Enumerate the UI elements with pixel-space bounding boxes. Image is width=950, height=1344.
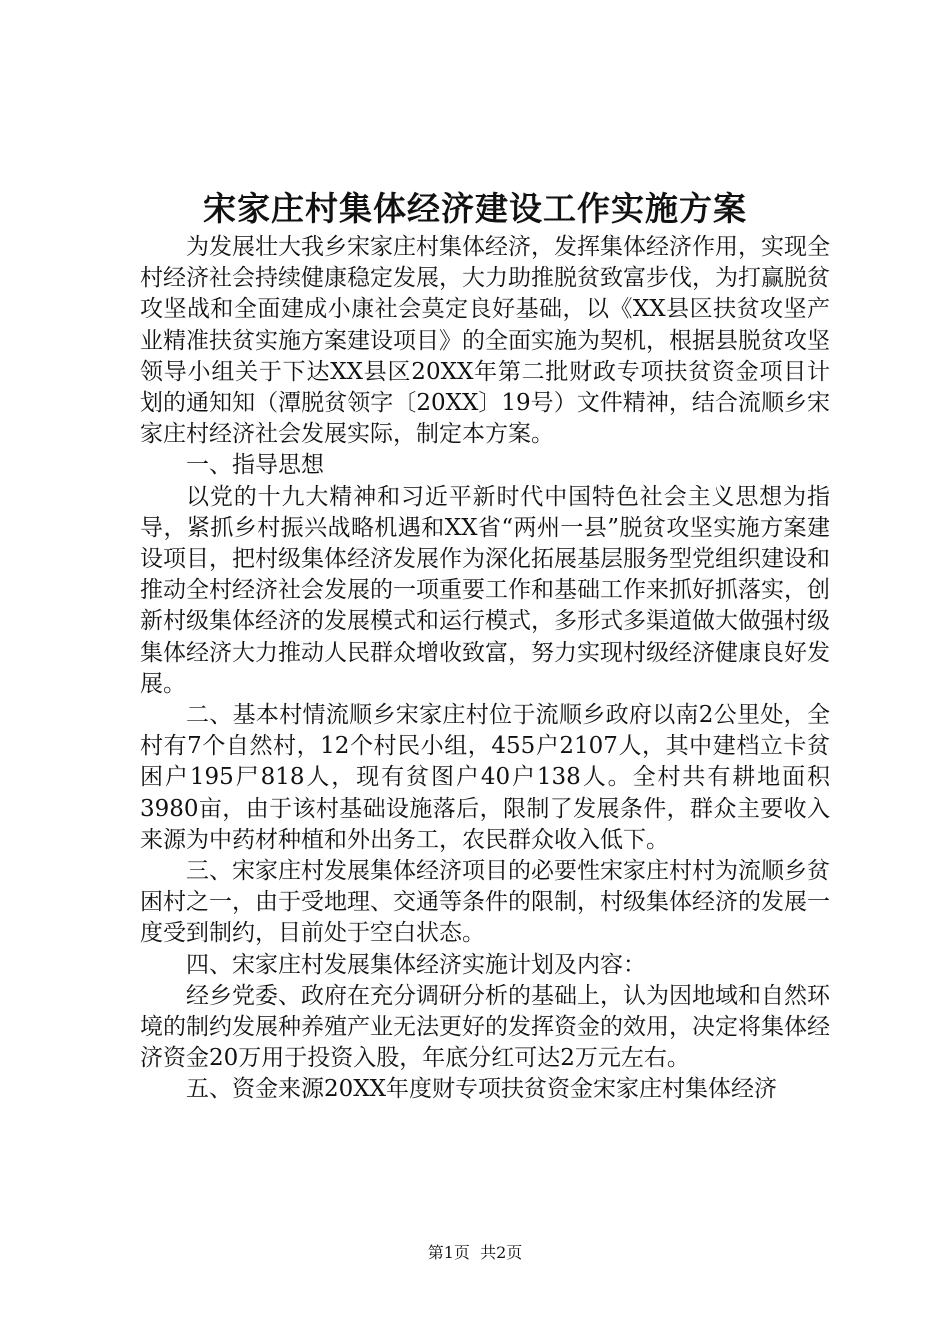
paragraph-intro: 为发展壮大我乡宋家庄村集体经济，发挥集体经济作用，实现全村经济社会持续健康稳定发展，大力助推脱贫致富步伐，为打赢脱贫攻坚战和全面建成小康社会莫定良好基础，以《XX县区扶贫攻坚产业精准扶贫实施方案建设项目》的全面实施为契机，根据县脱贫攻坚领导小组关于下达XX县区20XX年第二批财政专项扶贫资金项目计划的通知知（潭脱贫领字〔20XX〕19号）文件精神，结合流顺乡宋家庄村经济社会发展实际，制定本方案。	[140, 234, 830, 448]
page-number: 第1页	[427, 1243, 470, 1262]
section-heading-plan: 四、宋家庄村发展集体经济实施计划及内容：	[186, 951, 646, 978]
document-body	[140, 232, 830, 1106]
section-heading-guiding-ideology: 一、指导思想	[186, 452, 324, 479]
paragraph-funding-source: 五、资金来源20XX年度财专项扶贫资金宋家庄村集体经济	[186, 1076, 778, 1103]
document-title: 宋家庄村集体经济建设工作实施方案	[203, 189, 747, 228]
page-total: 共2页	[480, 1243, 523, 1262]
paragraph-village-situation: 二、基本村情流顺乡宋家庄村位于流顺乡政府以南2公里处，全村有7个自然村，12个村民小组，455户2107人，其中建档立卡贫困户195尸818人，现有贫图户40户138人。全村共有耕地面积3980亩，由于该村基础设施落后，限制了发展条件，群众主要收入来源为中药材种植和外出务工，农民群众收入低下。	[140, 702, 830, 853]
paragraph-necessity: 三、宋家庄村发展集体经济项目的必要性宋家庄村村为流顺乡贫困村之一，由于受地理、交通等条件的限制，村级集体经济的发展一度受到制约，目前处于空白状态。	[140, 858, 830, 947]
paragraph-plan: 经乡党委、政府在充分调研分析的基础上，认为因地域和自然环境的制约发展种养殖产业无法更好的发挥资金的效用，决定将集体经济资金20万用于投资入股，年底分红可达2万元左右。	[140, 982, 830, 1072]
page-footer	[0, 1242, 950, 1264]
paragraph-guiding-ideology: 以党的十九大精神和习近平新时代中国特色社会主义思想为指导，紧抓乡村振兴战略机遇和XX省“两州一县”脱贫攻坚实施方案建设项目，把村级集体经济发展作为深化拓展基层服务型党组织建设和推动全村经济社会发展的一项重要工作和基础工作来抓好抓落实，创新村级集体经济的发展模式和运行模式，多形式多渠道做大做强村级集体经济大力推动人民群众增收致富，努力实现村级经济健康良好发展。	[140, 483, 830, 697]
